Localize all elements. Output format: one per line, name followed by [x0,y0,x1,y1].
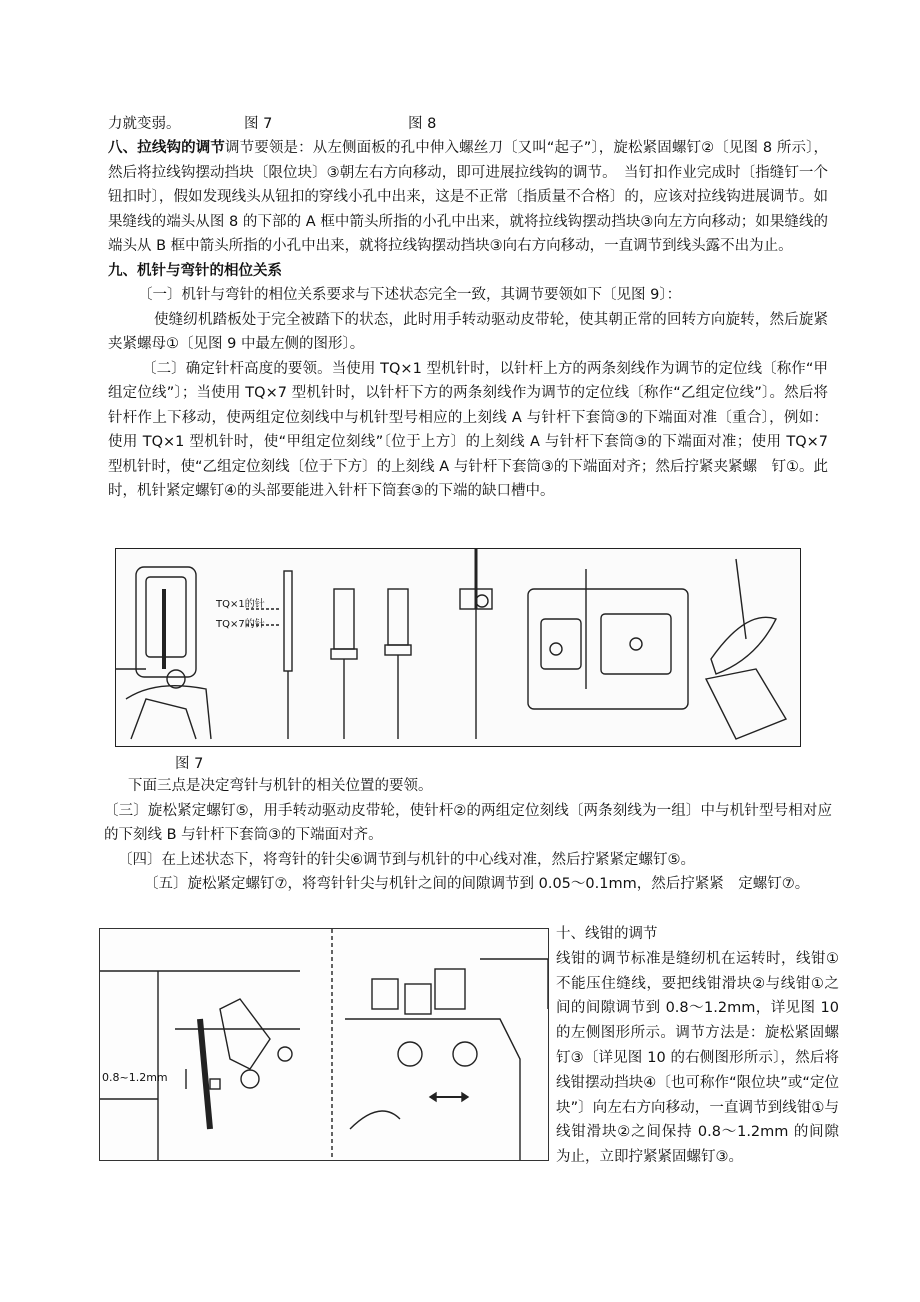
section-9-paragraph-2: 使缝纫机踏板处于完全被踏下的状态，此时用手转动驱动皮带轮，使其朝正常的回转方向旋转，然后旋紧夹紧螺母①〔见图 9 中最左侧的图形〕。 [108,311,828,352]
section-10-title: 十、线钳的调节 [556,926,658,942]
section-9-paragraph-1: 〔一〕机针与弯针的相位关系要求与下述状态完全一致，其调节要领如下〔见图 9〕： [138,287,682,303]
figure-7-illustration [115,548,801,747]
section-8 [108,136,828,504]
section-9-paragraph-3: 〔二〕确定针杆高度的要领。当使用 TQ×1 型机针时，以针杆上方的两条刻线作为调节的定位线〔称作“甲组定位线”〕；当使用 TQ×7 型机针时，以针杆下方的两条刻线作为调节的定位线〔称作“乙组定位线”〕。然后将针杆作上下移动，使两组定位刻线中与机针型号相应的上刻线 A 与针杆下套筒③的下端面对准〔重合〕，例如：使用 TQ×1 型机针时，使“甲组定位刻线”〔位于上方〕的上刻线 A 与针杆下套筒③的下端面对准；使用 TQ×7 型机针时，使“乙组定位刻线〔位于下方〕的上刻线 A 与针杆下套筒③的下端面对齐；然后拧紧夹紧螺 钉①。此时，机针紧定螺钉④的头部要能进入针杆下筒套③的下端的缺口槽中。 [108,360,828,499]
section-10-body: 线钳的调节标准是缝纫机在运转时，线钳①不能压住缝线，要把线钳滑块②与线钳①之间的间隙调节到 0.8～1.2mm，详见图 10 的左侧图形所示。调节方法是：旋松紧固螺钉③〔详见图 10 的右侧图形所示〕，然后将线钳摆动挡块④〔也可称作“限位块”或“定位块”〕向左右方向移动，一直调节到线钳①与线钳滑块②之间保持 0.8～1.2mm 的间隙为止，立即拧紧紧固螺钉③。 [556,950,839,1166]
section-10 [556,922,839,1170]
section-8-title: 八、拉线钩的调节 [108,140,226,156]
section-8-body: 调节要领是：从左侧面板的孔中伸入螺丝刀〔又叫“起子”〕，旋松紧固螺钉②〔见图 8 所示〕，然后将拉线钩摆动挡块〔限位块〕③朝左右方向移动，即可进展拉线钩的调节。 当钉扣作业完成时〔指缝钉一个钮扣时〕，假如发现线头从钮扣的穿线小孔中出来，这是不正常〔指质量不合格〕的，应该对拉线钩进展调节。如果缝线的端头从图 8 的下部的 A 框中箭头所指的小孔中出来，就将拉线钩摆动挡块③向左方向移动；如果缝线的端头从 B 框中箭头所指的小孔中出来，就将拉线钩摆动挡块③向右方向移动，一直调节到线头露不出为止。 [108,140,829,254]
figure-7-drawing [116,549,800,746]
figure-8-ref: 图 8 [408,116,437,132]
figure-10-drawing [100,929,548,1160]
section-9-title: 九、机针与弯针的相位关系 [108,262,282,279]
figure-10-gap-label: 0.8~1.2mm [102,1071,168,1084]
figure-7-label-tq1: TQ×1的针 [216,599,265,610]
section-9-paragraph-4: 下面三点是决定弯针与机针的相关位置的要领。 [128,778,433,794]
section-9-steps [104,774,832,897]
top-line-lead: 力就变弱。 [108,116,181,132]
figure-10-illustration [99,928,549,1161]
figure-7-ref: 图 7 [244,116,273,132]
section-8-paragraph [108,136,828,259]
top-line [108,112,828,137]
figure-7-caption: 图 7 [175,756,204,772]
section-9-paragraph-7: 〔五〕旋松紧定螺钉⑦，将弯针针尖与机针之间的间隙调节到 0.05～0.1mm，然后拧紧紧 定螺钉⑦。 [144,876,810,892]
section-9-paragraph-5: 〔三〕旋松紧定螺钉⑤，用手转动驱动皮带轮，使针杆②的两组定位刻线〔两条刻线为一组〕中与机针型号相对应的下刻线 B 与针杆下套筒③的下端面对齐。 [104,802,832,843]
figure-7-label-tq7: TQ×7的针 [216,619,265,630]
section-9-paragraph-6: 〔四〕在上述状态下，将弯针的针尖⑥调节到与机针的中心线对准，然后拧紧紧定螺钉⑤。 [118,851,695,868]
